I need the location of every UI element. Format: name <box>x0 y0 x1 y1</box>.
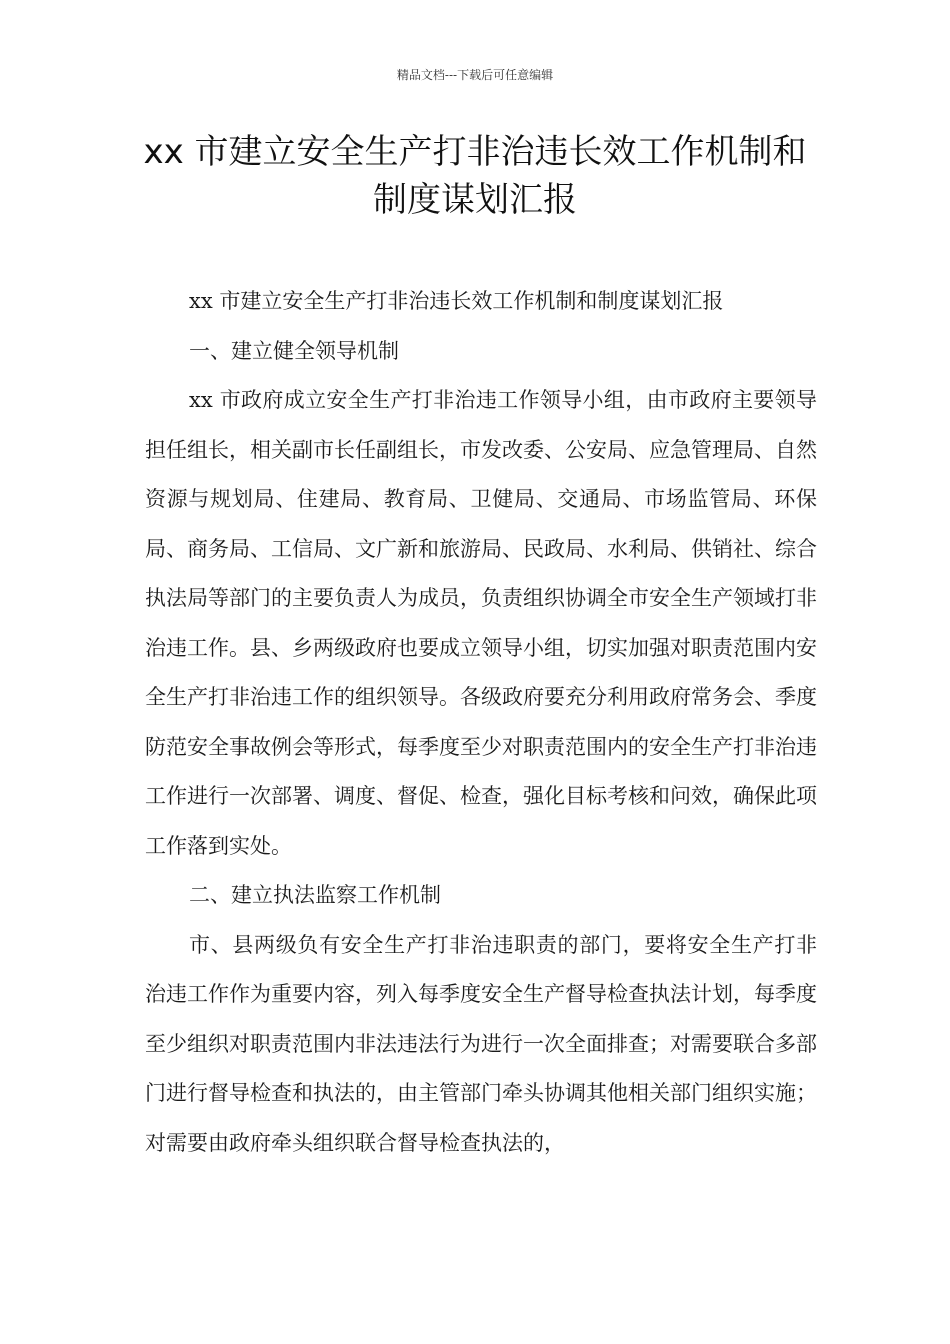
section-heading-1: 一、建立健全领导机制 <box>189 338 399 363</box>
document-title: xx 市建立安全生产打非治违长效工作机制和制度谋划汇报 <box>143 132 807 220</box>
document-body <box>145 277 817 1168</box>
body-paragraph-2: 市、县两级负有安全生产打非治违职责的部门，要将安全生产打非治违工作作为重要内容，列入每季度安全生产督导检查执法计划，每季度至少组织对职责范围内非法违法行为进行一次全面排查；对需要联合多部门进行督导检查和执法的，由主管部门牵头协调其他相关部门组织实施；对需要由政府牵头组织联合督导检查执法的， <box>145 932 817 1155</box>
header-note: 精品文档---下载后可任意编辑 <box>396 68 554 82</box>
body-paragraph-1: xx 市政府成立安全生产打非治违工作领导小组，由市政府主要领导担任组长，相关副市长任副组长，市发改委、公安局、应急管理局、自然资源与规划局、住建局、教育局、卫健局、交通局、市场监管局、环保局、商务局、工信局、文广新和旅游局、民政局、水利局、供销社、综合执法局等部门的主要负责人为成员，负责组织协调全市安全生产领域打非治违工作。县、乡两级政府也要成立领导小组，切实加强对职责范围内安全生产打非治违工作的组织领导。各级政府要充分利用政府常务会、季度防范安全事故例会等形式，每季度至少对职责范围内的安全生产打非治违工作进行一次部署、调度、督促、检查，强化目标考核和问效，确保此项工作落到实处。 <box>145 388 817 858</box>
subtitle-paragraph: xx 市建立安全生产打非治违长效工作机制和制度谋划汇报 <box>189 289 724 313</box>
section-heading-2: 二、建立执法监察工作机制 <box>189 883 441 907</box>
